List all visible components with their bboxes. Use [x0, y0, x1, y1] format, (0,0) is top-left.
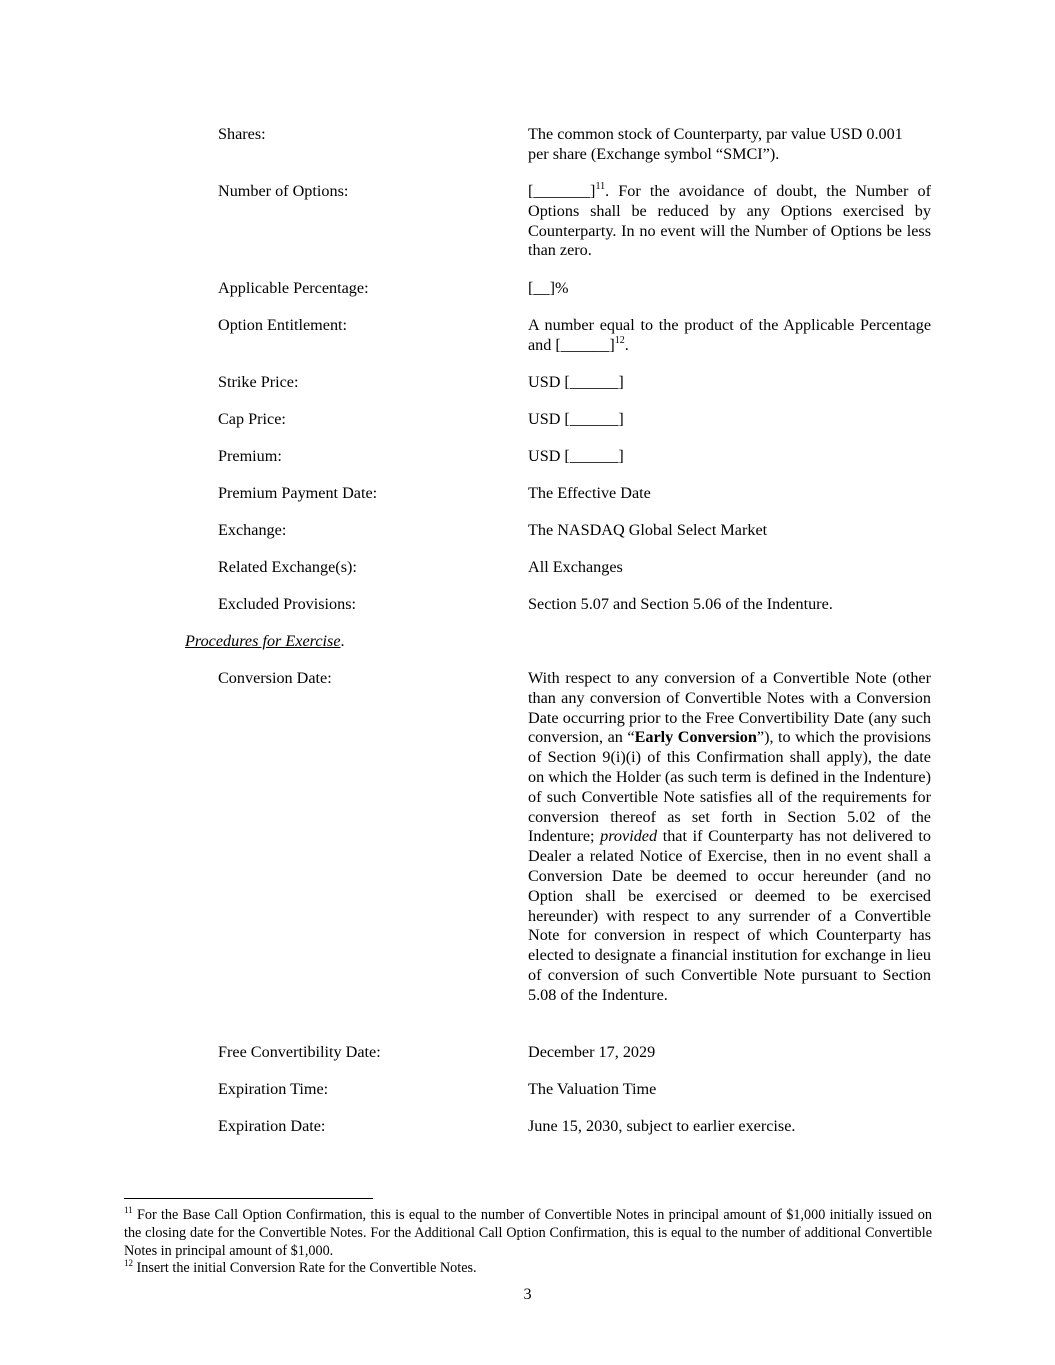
term-label: Premium Payment Date: — [218, 484, 378, 502]
term-label: Conversion Date: — [218, 669, 332, 687]
page-number: 3 — [523, 1285, 532, 1303]
footnote-number: 12 — [124, 1258, 133, 1269]
term-label: Premium: — [218, 447, 282, 465]
term-label: Strike Price: — [218, 373, 299, 391]
term-label: Excluded Provisions: — [218, 595, 357, 613]
term-label: Cap Price: — [218, 410, 286, 428]
term-label: Free Convertibility Date: — [218, 1043, 381, 1061]
footnote: $^{12}$ Insert the initial Conversion Rate for the Convertible Notes. — [124, 1258, 477, 1277]
term-value: A number equal to the product of the Applicable Percentage and [______]$^{12}$. — [528, 316, 931, 354]
term-label: Number of Options: — [218, 182, 349, 200]
term-value: The NASDAQ Global Select Market — [528, 521, 768, 539]
footnote-number: 11 — [124, 1205, 133, 1215]
footnote: $^{11}$ For the Base Call Option Confirmation, this is equal to the number of Convertible Notes in principal amount of $1,000 initially issued on the closing date for the Convertible Notes. For the Additional Call Option Confirmation, this is equal to the number of additional Convertible Notes in principal amount of $1,000. — [124, 1205, 932, 1259]
term-value: [__]% — [528, 279, 569, 297]
term-value: [_______]$^{11}$. For the avoidance of doubt, the Number of Options shall be reduced by any Options exercised by Counterparty. In no event will the Number of Options be less than zero. — [528, 181, 931, 260]
section-heading: Procedures for Exercise. — [185, 632, 345, 650]
term-value: Section 5.07 and Section 5.06 of the Indenture. — [528, 595, 833, 613]
term-value: USD [______] — [528, 410, 624, 428]
footnote-ref: 11 — [595, 181, 606, 192]
term-label: Expiration Time: — [218, 1080, 329, 1098]
term-value: With respect to any conversion of a Convertible Note (other than any conversion of Convertible Notes with a Conversion Date occurring prior to the Free Convertibility Date (any such conversion, an “Early Conversion”), to which the provisions of Section 9(i)(i) of this Confirmation shall apply), the date on which the Holder (as such term is defined in the Indenture) of such Convertible Note satisfies all of the requirements for conversion thereof as set forth in Section 5.02 of the Indenture; provided that if Counterparty has not delivered to Dealer a related Notice of Exercise, then in no event shall a Conversion Date be deemed to occur hereunder (and no Option shall be exercised or deemed to be exercised hereunder) with respect to any surrender of a Convertible Note for conversion in respect of which Counterparty has elected to designate a financial institution for exchange in lieu of conversion of such Convertible Note pursuant to Section 5.08 of the Indenture. — [528, 669, 931, 1004]
term-label: Shares: — [218, 125, 266, 143]
term-label: Option Entitlement: — [218, 316, 348, 334]
footnote-separator — [124, 1198, 373, 1199]
term-value: The common stock of Counterparty, par value USD 0.001 per share (Exchange symbol “SMCI”). — [528, 125, 903, 163]
term-value: All Exchanges — [528, 558, 623, 576]
term-value: December 17, 2029 — [528, 1043, 656, 1061]
term-label: Exchange: — [218, 521, 287, 539]
term-value: USD [______] — [528, 447, 624, 465]
term-value: The Effective Date — [528, 484, 651, 502]
term-label: Related Exchange(s): — [218, 558, 357, 576]
term-label: Applicable Percentage: — [218, 279, 369, 297]
term-value: June 15, 2030, subject to earlier exercise. — [528, 1117, 796, 1135]
term-label: Expiration Date: — [218, 1117, 326, 1135]
term-value: The Valuation Time — [528, 1080, 657, 1098]
footnotes — [124, 1207, 932, 1278]
footnote-ref: 12 — [614, 334, 625, 346]
term-value: USD [______] — [528, 373, 624, 391]
